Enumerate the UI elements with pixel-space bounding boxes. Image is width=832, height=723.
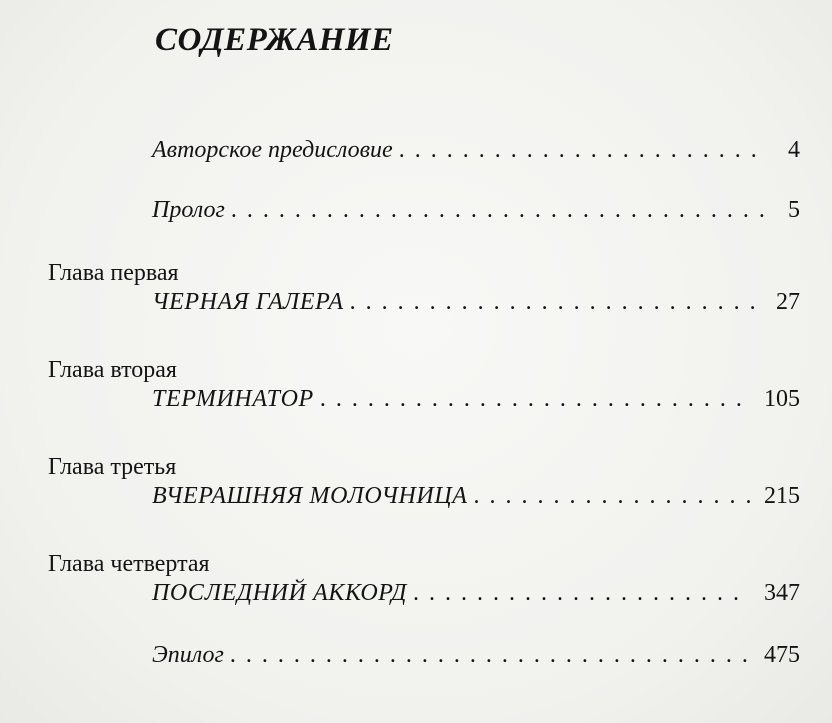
toc-entry-prologue (152, 197, 800, 229)
chapter-label: Глава третья (48, 454, 177, 480)
toc-heading: СОДЕРЖАНИЕ (155, 22, 394, 58)
toc-entry-chapter-3 (152, 483, 800, 515)
toc-entry-title: ТЕРМИНАТОР (152, 386, 314, 412)
chapter-label: Глава четвертая (48, 551, 210, 577)
dot-leader (231, 197, 766, 224)
toc-entry-chapter-4 (152, 580, 800, 612)
dot-leader (230, 642, 750, 669)
toc-entry-title: ПОСЛЕДНИЙ АККОРД (152, 580, 408, 606)
chapter-label: Глава вторая (48, 357, 177, 383)
toc-page-number: 27 (776, 289, 800, 315)
dot-leader (399, 137, 766, 164)
toc-page-number: 475 (764, 642, 800, 668)
toc-entry-title: Эпилог (152, 642, 224, 668)
toc-page-number: 347 (764, 580, 800, 606)
toc-entry-title: Авторское предисловие (152, 137, 393, 163)
toc-entry-title: ЧЕРНАЯ ГАЛЕРА (152, 289, 344, 315)
dot-leader (320, 386, 750, 413)
toc-entry-preface (152, 137, 800, 169)
toc-entry-chapter-1 (152, 289, 800, 321)
toc-entry-title: Пролог (152, 197, 225, 223)
toc-page-number: 215 (764, 483, 800, 509)
toc-page-number: 5 (788, 197, 800, 223)
chapter-label: Глава первая (48, 260, 179, 286)
toc-page-number: 105 (764, 386, 800, 412)
dot-leader (413, 580, 750, 607)
dot-leader (474, 483, 750, 510)
toc-entry-chapter-2 (152, 386, 800, 418)
dot-leader (350, 289, 762, 316)
toc-entry-title: ВЧЕРАШНЯЯ МОЛОЧНИЦА (152, 483, 468, 509)
toc-page-number: 4 (788, 137, 800, 163)
toc-entry-epilogue (152, 642, 800, 674)
